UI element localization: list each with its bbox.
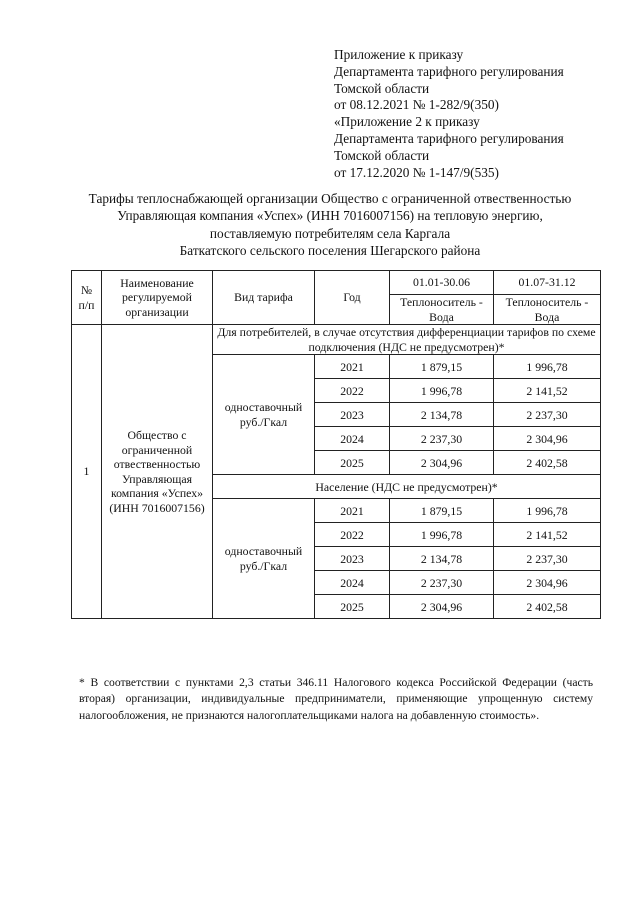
tariff-first-half: 2 304,96 (390, 451, 494, 475)
year-cell: 2024 (315, 427, 390, 451)
title-line: Баткатского сельского поселения Шегарского района (179, 243, 481, 259)
tariff-first-half: 1 879,15 (390, 499, 494, 523)
header-row (72, 271, 601, 295)
tariff-second-half: 2 402,58 (494, 595, 601, 619)
year-cell: 2021 (315, 355, 390, 379)
appendix-line: «Приложение 2 к приказу (334, 114, 480, 130)
year-cell: 2025 (315, 595, 390, 619)
header-carrier-2: Теплоноситель - Вода (494, 295, 601, 325)
year-cell: 2022 (315, 523, 390, 547)
tariff-first-half: 2 237,30 (390, 571, 494, 595)
year-cell: 2022 (315, 379, 390, 403)
header-tariff-type: Вид тарифа (213, 271, 315, 325)
appendix-line: Томской области (334, 80, 430, 96)
tariff-type: одноставочный руб./Гкал (213, 355, 315, 475)
appendix-line: Департамента тарифного регулирования (334, 130, 564, 146)
tariff-first-half: 1 996,78 (390, 523, 494, 547)
group-label: Население (НДС не предусмотрен)* (213, 475, 601, 499)
tariff-second-half: 1 996,78 (494, 499, 601, 523)
footnote: * В соответствии с пунктами 2,3 статьи 346.11 Налогового кодекса Российской Федерации (часть вторая) организации, индивидуальные предприниматели, применяющие упрощенную систему налогообложения, не признаются налогоплательщиками налога на добавленную стоимость». (79, 676, 593, 722)
tariff-second-half: 2 402,58 (494, 451, 601, 475)
year-cell: 2023 (315, 403, 390, 427)
header-organization: Наименование регулируемой организации (102, 271, 213, 325)
title-line: Управляющая компания «Успех» (ИНН 7016007156) на тепловую энергию, (117, 208, 543, 224)
year-cell: 2023 (315, 547, 390, 571)
header-number: № п/п (72, 271, 102, 325)
tariff-second-half: 2 304,96 (494, 571, 601, 595)
group-label: Для потребителей, в случае отсутствия дифференциации тарифов по схеме подключения (НДС не предусмотрен)* (213, 325, 601, 355)
tariff-second-half: 2 237,30 (494, 403, 601, 427)
tariff-type: одноставочный руб./Гкал (213, 499, 315, 619)
header-carrier-1: Теплоноситель - Вода (390, 295, 494, 325)
year-cell: 2024 (315, 571, 390, 595)
tariff-second-half: 2 237,30 (494, 547, 601, 571)
tariff-second-half: 1 996,78 (494, 355, 601, 379)
tariff-first-half: 1 879,15 (390, 355, 494, 379)
appendix-line: от 08.12.2021 № 1-282/9(350) (334, 97, 499, 113)
tariff-first-half: 2 304,96 (390, 595, 494, 619)
appendix-line: Приложение к приказу (334, 47, 464, 62)
tariff-second-half: 2 141,52 (494, 379, 601, 403)
tariff-first-half: 1 996,78 (390, 379, 494, 403)
year-cell: 2025 (315, 451, 390, 475)
appendix-line: Департамента тарифного регулирования (334, 63, 564, 79)
header-year: Год (315, 271, 390, 325)
tariff-first-half: 2 134,78 (390, 547, 494, 571)
tariff-first-half: 2 237,30 (390, 427, 494, 451)
tariff-table (71, 270, 601, 619)
year-cell: 2021 (315, 499, 390, 523)
title-line: поставляемую потребителям села Каргала (209, 225, 451, 241)
organization-name: Общество с ограниченной отвественностью Управляющая компания «Успех» (ИНН 7016007156) (102, 325, 213, 619)
document-title (60, 190, 600, 260)
header-period-2: 01.07-31.12 (494, 271, 601, 295)
title-line: Тарифы теплоснабжающей организации Общество с ограниченной отвественностью (88, 191, 572, 206)
tariff-first-half: 2 134,78 (390, 403, 494, 427)
tariff-second-half: 2 141,52 (494, 523, 601, 547)
appendix-line: Томской области (334, 147, 430, 163)
appendix-block (334, 47, 564, 181)
row-number: 1 (72, 325, 102, 619)
group-label-row (72, 325, 601, 355)
appendix-line: от 17.12.2020 № 1-147/9(535) (334, 164, 499, 180)
header-period-1: 01.01-30.06 (390, 271, 494, 295)
tariff-second-half: 2 304,96 (494, 427, 601, 451)
